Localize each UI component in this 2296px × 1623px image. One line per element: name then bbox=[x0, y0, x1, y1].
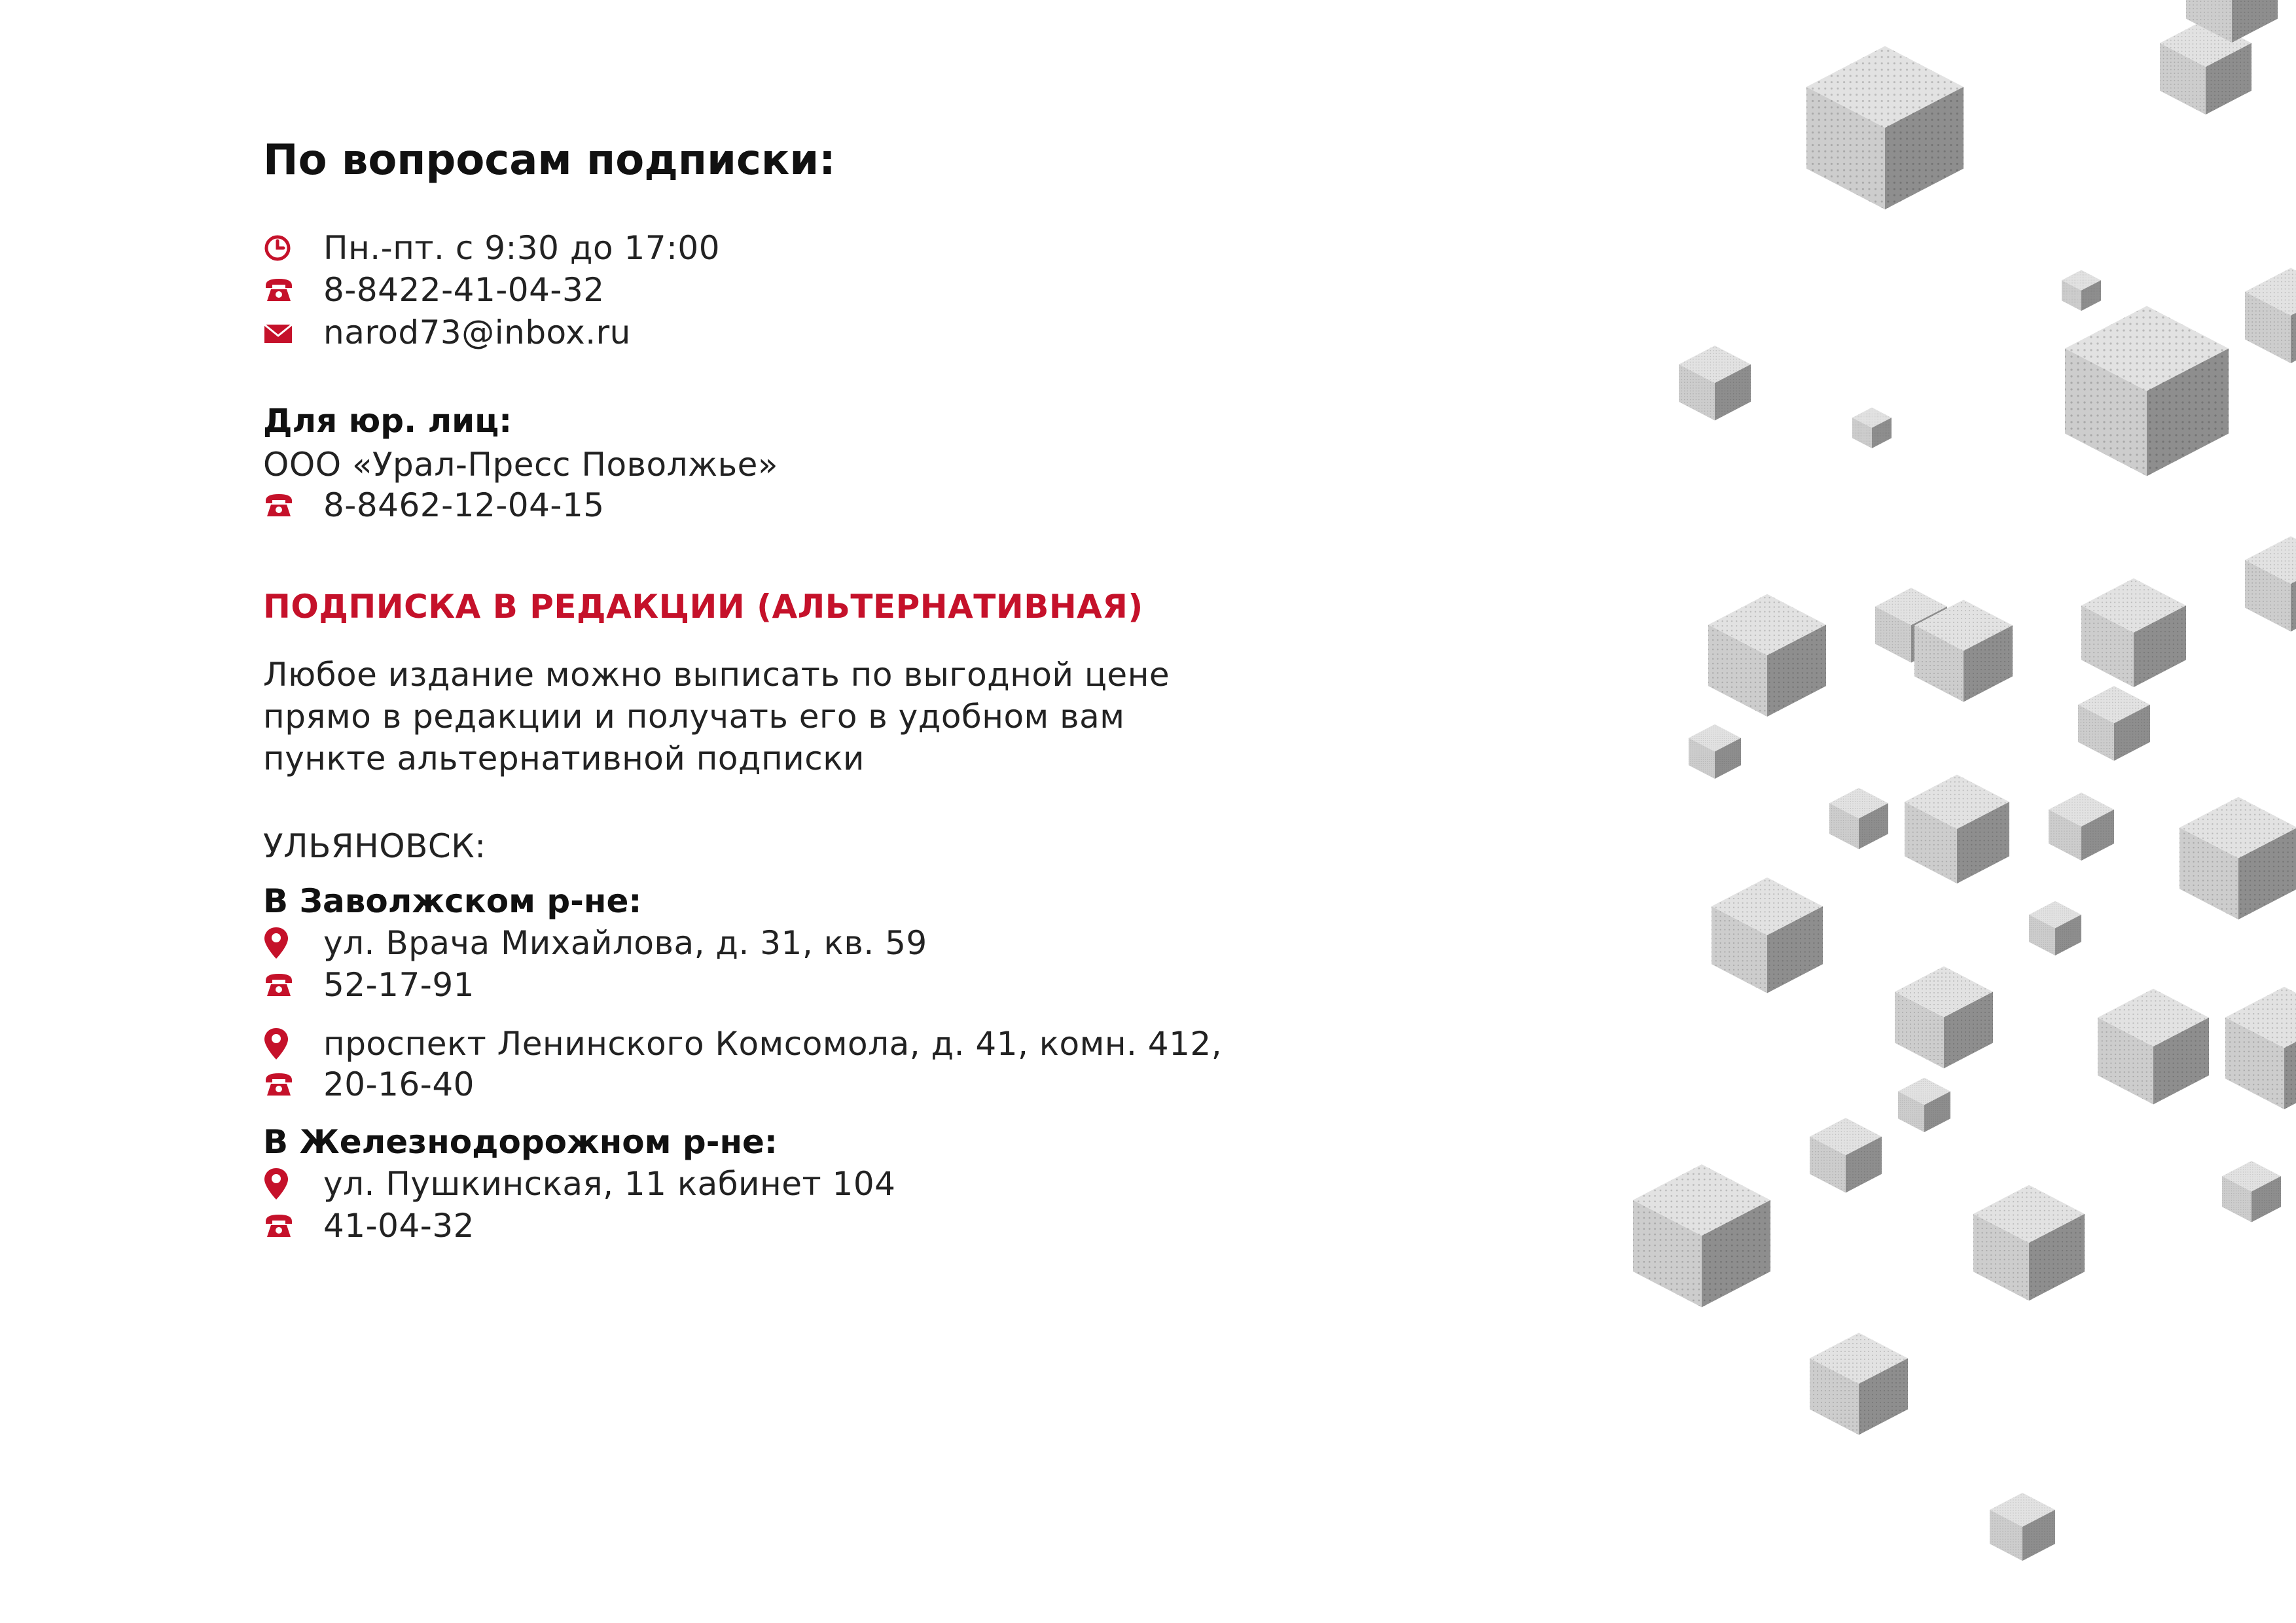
address-text: проспект Ленинского Комсомола, д. 41, комн. 412, bbox=[323, 1025, 1223, 1063]
clock-icon bbox=[263, 230, 305, 266]
alternative-line: пункте альтернативной подписки bbox=[263, 740, 865, 777]
alternative-line: прямо в редакции и получать его в удобном вам bbox=[263, 698, 1125, 736]
address-text: ул. Пушкинская, 11 кабинет 104 bbox=[323, 1165, 896, 1203]
district-heading: В Железнодорожном р-не: bbox=[263, 1123, 778, 1161]
address-row bbox=[263, 1025, 1222, 1063]
cube-group bbox=[1633, 0, 2296, 1561]
alternative-heading: ПОДПИСКА В РЕДАКЦИИ (АЛЬТЕРНАТИВНАЯ) bbox=[263, 588, 1143, 626]
phone-link[interactable]: 20-16-40 bbox=[323, 1065, 475, 1103]
address-row bbox=[263, 924, 927, 962]
hours-text: Пн.-пт. с 9:30 до 17:00 bbox=[323, 229, 721, 267]
phone-row bbox=[263, 1065, 475, 1103]
phone-icon bbox=[263, 967, 305, 1003]
alternative-line: Любое издание можно выписать по выгодной цене bbox=[263, 656, 1170, 694]
decorative-cubes bbox=[1571, 0, 2296, 1623]
phone-row bbox=[263, 1207, 475, 1245]
city-label: УЛЬЯНОВСК: bbox=[263, 827, 486, 865]
address-row bbox=[263, 1165, 895, 1203]
address-text: ул. Врача Михайлова, д. 31, кв. 59 bbox=[323, 924, 927, 962]
email-link[interactable]: narod73@inbox.ru bbox=[323, 313, 631, 351]
phone-link[interactable]: 8-8422-41-04-32 bbox=[323, 271, 605, 309]
phone-icon bbox=[263, 1066, 305, 1103]
mail-icon bbox=[263, 314, 305, 351]
legal-phone-link[interactable]: 8-8462-12-04-15 bbox=[323, 486, 605, 524]
phone-icon bbox=[263, 272, 305, 308]
phone-link[interactable]: 52-17-91 bbox=[323, 966, 475, 1004]
email-row bbox=[263, 313, 631, 351]
page-title: По вопросам подписки: bbox=[263, 136, 836, 185]
phone-row bbox=[263, 271, 605, 309]
legal-phone-row bbox=[263, 486, 605, 524]
legal-heading: Для юр. лиц: bbox=[263, 402, 512, 440]
district-heading: В Заволжском р-не: bbox=[263, 882, 642, 920]
phone-icon bbox=[263, 487, 305, 524]
location-pin-icon bbox=[263, 925, 305, 961]
location-pin-icon bbox=[263, 1166, 305, 1202]
phone-icon bbox=[263, 1207, 305, 1244]
legal-company: ООО «Урал-Пресс Поволжье» bbox=[263, 446, 778, 484]
location-pin-icon bbox=[263, 1026, 305, 1062]
phone-link[interactable]: 41-04-32 bbox=[323, 1207, 475, 1245]
hours-row bbox=[263, 229, 720, 267]
phone-row bbox=[263, 966, 475, 1004]
